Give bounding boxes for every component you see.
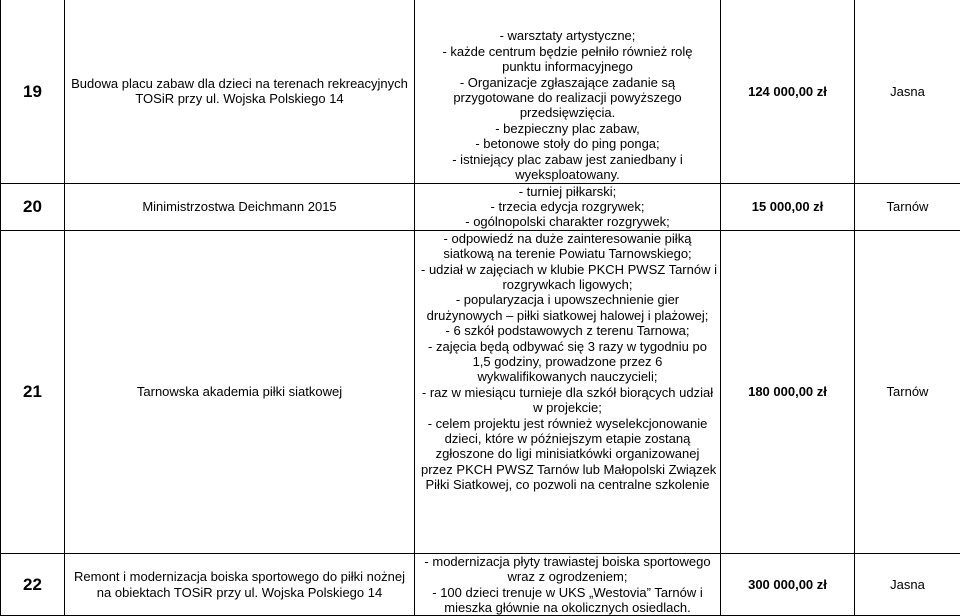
description-line: w projekcie; xyxy=(421,400,714,415)
project-location: Jasna xyxy=(855,553,960,616)
row-number: 22 xyxy=(1,553,65,616)
project-name-line: Remont i modernizacja boiska sportowego do piłki nożnej xyxy=(68,569,411,584)
row-number: 20 xyxy=(1,183,65,230)
project-location: Tarnów xyxy=(855,230,960,553)
project-description xyxy=(415,0,721,183)
description-line: zgłoszone do ligi minisiatkówki organizowanej xyxy=(421,446,714,461)
description-line: drużynowych – piłki siatkowej halowej i plażowej; xyxy=(421,308,714,323)
project-name-line: Budowa placu zabaw dla dzieci na terenach rekreacyjnych xyxy=(68,76,411,91)
description-line: - betonowe stoły do ping ponga; xyxy=(421,136,714,151)
description-line: - ogólnopolski charakter rozgrywek; xyxy=(421,214,714,229)
description-line: - każde centrum będzie pełniło również rolę xyxy=(421,44,714,59)
description-line: przedsięwzięcia. xyxy=(421,105,714,120)
description-line: - raz w miesiącu turniejе dla szkół biorących udział xyxy=(421,385,714,400)
row-number: 21 xyxy=(1,230,65,553)
description-line: dzieci, które w późniejszym etapie zostaną xyxy=(421,431,714,446)
description-line: - 6 szkół podstawowych z terenu Tarnowa; xyxy=(421,323,714,338)
project-location: Jasna xyxy=(855,0,960,183)
description-line: przez PKCH PWSZ Tarnów lub Małopolski Związek xyxy=(421,462,714,477)
table-row xyxy=(1,0,960,183)
project-name-line: na obiektach TOSiR przy ul. Wojska Polskiego 14 xyxy=(68,585,411,600)
project-amount: 300 000,00 zł xyxy=(721,553,855,616)
description-line: wraz z ogrodzeniem; xyxy=(421,569,714,584)
description-line: - warsztaty artystyczne; xyxy=(421,28,714,43)
description-line: mieszka głównie na okolicznych osiedlach. xyxy=(421,600,714,615)
description-line: - istniejący plac zabaw jest zaniedbany i xyxy=(421,152,714,167)
description-line: - Organizacje zgłaszające zadanie są xyxy=(421,75,714,90)
project-name xyxy=(65,183,415,230)
project-amount: 15 000,00 zł xyxy=(721,183,855,230)
table-row xyxy=(1,230,960,553)
description-line: punktu informacyjnego xyxy=(421,59,714,74)
description-line: - odpowiedź na duże zainteresowanie piłką xyxy=(421,231,714,246)
project-amount: 124 000,00 zł xyxy=(721,0,855,183)
project-name-line: TOSiR przy ul. Wojska Polskiego 14 xyxy=(68,91,411,106)
description-line: Piłki Siatkowej, co pozwoli na centralne szkolenie xyxy=(421,477,714,492)
table-row xyxy=(1,183,960,230)
project-name-line: Minimistrzostwa Deichmann 2015 xyxy=(68,199,411,214)
project-description xyxy=(415,553,721,616)
project-name xyxy=(65,553,415,616)
description-line: - zajęcia będą odbywać się 3 razy w tygodniu po xyxy=(421,339,714,354)
project-name xyxy=(65,230,415,553)
table-row xyxy=(1,553,960,616)
description-line: - 100 dzieci trenuje w UKS „Westovia” Tarnów i xyxy=(421,585,714,600)
project-description xyxy=(415,183,721,230)
row-number: 19 xyxy=(1,0,65,183)
description-line: - trzecia edycja rozgrywek; xyxy=(421,199,714,214)
project-amount: 180 000,00 zł xyxy=(721,230,855,553)
description-line: - popularyzacja i upowszechnienie gier xyxy=(421,292,714,307)
description-line: 1,5 godziny, prowadzone przez 6 xyxy=(421,354,714,369)
description-line: - turniej piłkarski; xyxy=(421,184,714,199)
description-line: wyeksploatowany. xyxy=(421,167,714,182)
description-line: siatkową na terenie Powiatu Tarnowskiego; xyxy=(421,246,714,261)
description-line: przygotowane do realizacji powyższego xyxy=(421,90,714,105)
description-line: rozgrywkach ligowych; xyxy=(421,277,714,292)
description-line: - bezpieczny plac zabaw, xyxy=(421,121,714,136)
description-line: - celem projektu jest również wyselekcjonowanie xyxy=(421,416,714,431)
project-name-line: Tarnowska akademia piłki siatkowej xyxy=(68,384,411,399)
description-line: wykwalifikowanych nauczycieli; xyxy=(421,369,714,384)
project-name xyxy=(65,0,415,183)
description-line: - udział w zajęciach w klubie PKCH PWSZ Tarnów i xyxy=(421,262,714,277)
project-location: Tarnów xyxy=(855,183,960,230)
project-description xyxy=(415,230,721,553)
description-line: - modernizacja płyty trawiastej boiska sportowego xyxy=(421,554,714,569)
